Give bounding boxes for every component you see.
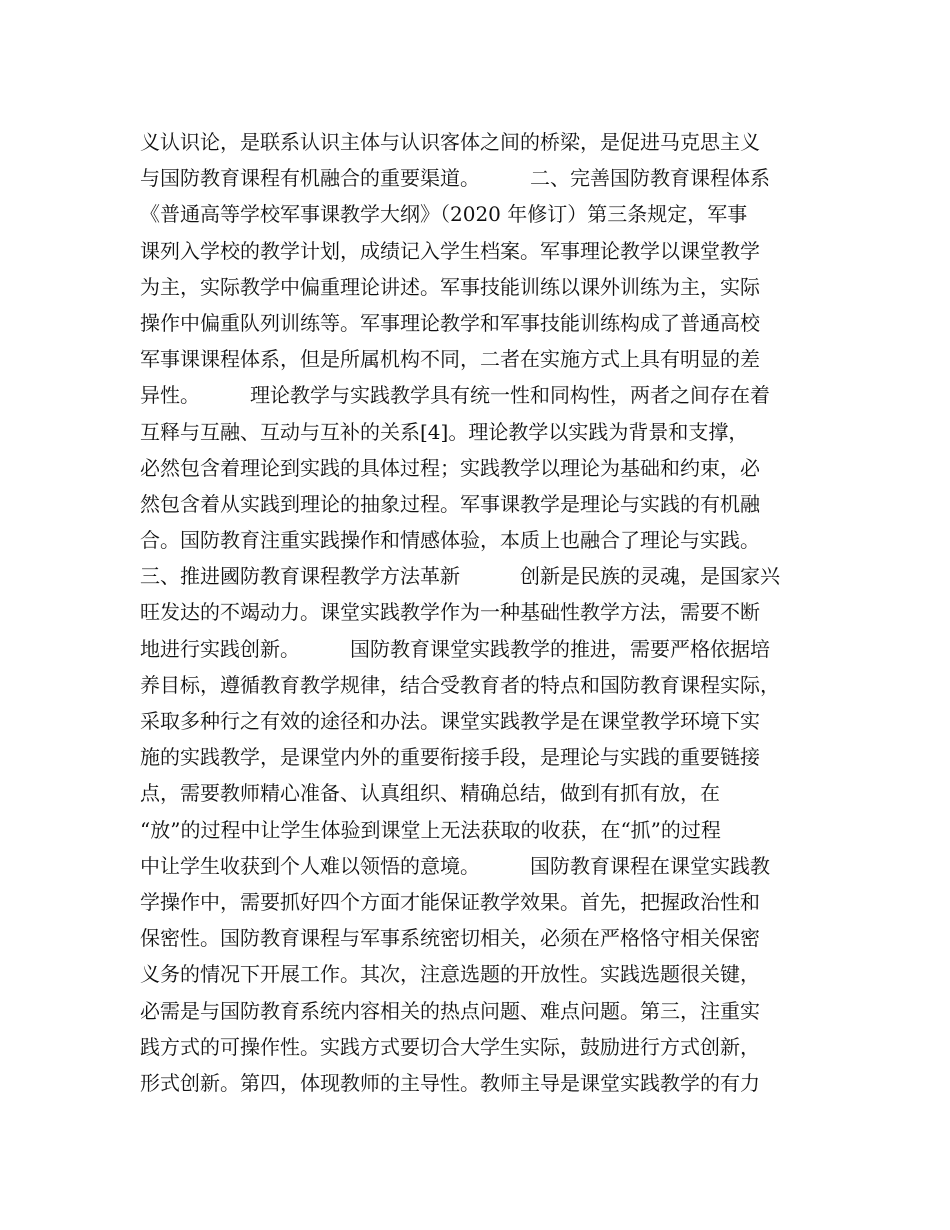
text-line: 为主，实际教学中偏重理论讲述。军事技能训练以课外训练为主，实际: [140, 274, 760, 299]
text-line: 操作中偏重队列训练等。军事理论教学和军事技能训练构成了普通高校: [140, 310, 760, 335]
text-line: 必然包含着理论到实践的具体过程；实践教学以理论为基础和约束，必: [140, 455, 760, 480]
text-line: “放”的过程中让学生体验到课堂上无法获取的收获，在“抓”的过程: [140, 817, 721, 842]
text-line: 合。国防教育注重实践操作和情感体验，本质上也融合了理论与实践。: [140, 528, 760, 553]
text-line: 养目标，遵循教育教学规律，结合受教育者的特点和国防教育课程实际，: [140, 672, 780, 697]
text-line: 互释与互融、互动与互补的关系[4]。理论教学以实践为背景和支撑，: [140, 419, 749, 444]
text-line: 形式创新。第四，体现教师的主导性。教师主导是课堂实践教学的有力: [140, 1070, 760, 1095]
text-line: 课列入学校的教学计划，成绩记入学生档案。军事理论教学以课堂教学: [140, 238, 760, 263]
text-line: 与国防教育课程有机融合的重要渠道。 二、完善国防教育课程体系: [140, 166, 770, 191]
text-line: 施的实践教学，是课堂内外的重要衔接手段，是理论与实践的重要链接: [140, 745, 760, 770]
text-line: 然包含着从实践到理论的抽象过程。军事课教学是理论与实践的有机融: [140, 491, 760, 516]
text-line: 三、推进國防教育课程教学方法革新 创新是民族的灵魂，是国家兴: [140, 564, 780, 589]
text-line: 《普通高等学校军事课教学大纲》（2020 年修订）第三条规定，军事: [140, 202, 748, 227]
text-line: 采取多种行之有效的途径和办法。课堂实践教学是在课堂教学环境下实: [140, 709, 760, 733]
text-line: 义认识论，是联系认识主体与认识客体之间的桥梁，是促进马克思主义: [140, 130, 760, 154]
text-line: 中让学生收获到个人难以领悟的意境。 国防教育课程在课堂实践教: [140, 853, 770, 878]
text-line: 学操作中，需要抓好四个方面才能保证教学效果。首先，把握政治性和: [140, 889, 760, 914]
text-line: 军事课课程体系，但是所属机构不同，二者在实施方式上具有明显的差: [140, 347, 760, 372]
text-line: 义务的情况下开展工作。其次，注意选题的开放性。实践选题很关键，: [140, 962, 760, 987]
text-line: 地进行实践创新。 国防教育课堂实践教学的推进，需要严格依据培: [140, 636, 770, 661]
text-line: 践方式的可操作性。实践方式要切合大学生实际，鼓励进行方式创新，: [140, 1034, 760, 1059]
text-line: 异性。 理论教学与实践教学具有统一性和同构性，两者之间存在着: [140, 383, 770, 408]
body-text: [140, 124, 830, 1101]
text-line: 点，需要教师精心准备、认真组织、精确总结，做到有抓有放，在: [140, 781, 720, 806]
text-line: 旺发达的不竭动力。课堂实践教学作为一种基础性教学方法，需要不断: [140, 600, 760, 625]
text-line: 保密性。国防教育课程与军事系统密切相关，必须在严格恪守相关保密: [140, 926, 760, 951]
text-line: 必需是与国防教育系统内容相关的热点问题、难点问题。第三，注重实: [140, 998, 760, 1023]
